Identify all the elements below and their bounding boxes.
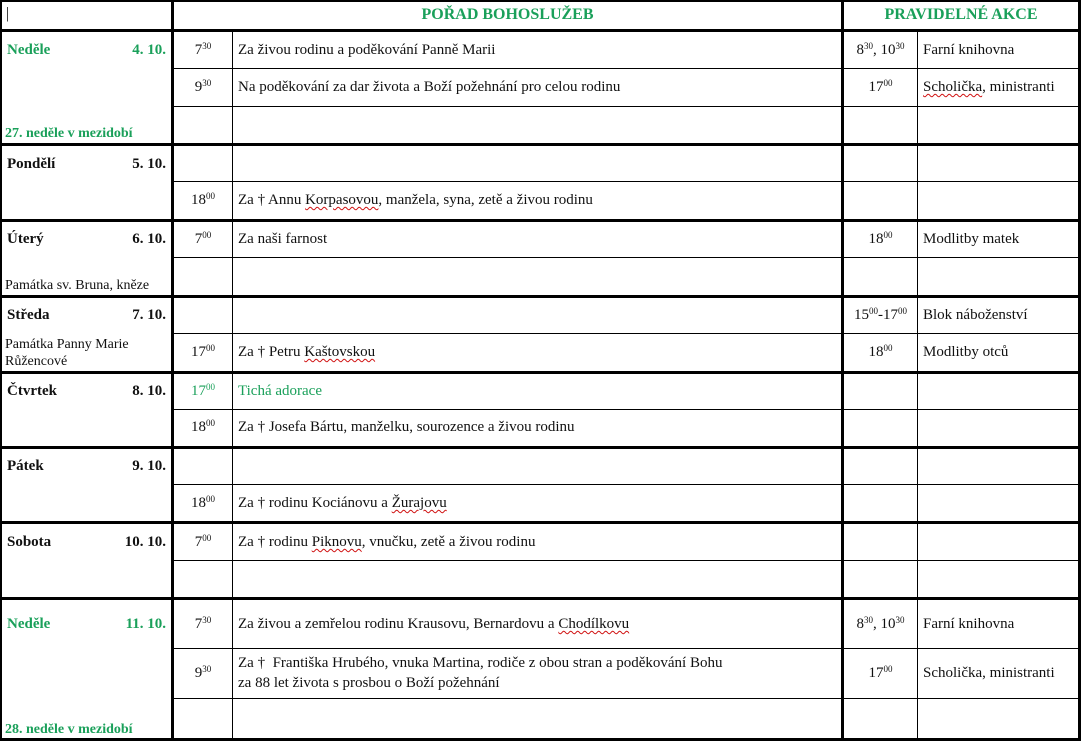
event-label: Scholička, ministranti: [923, 665, 1055, 681]
event-time: $17^{00}$: [868, 78, 893, 95]
row-divider: [172, 106, 1081, 107]
row-divider: [172, 648, 1081, 649]
day-divider: [0, 219, 1081, 222]
row-divider: [172, 409, 1081, 410]
spellcheck-word: Scholička: [923, 79, 983, 95]
day-date: 9. 10.: [132, 458, 166, 474]
event-label: Farní knihovna: [923, 616, 1015, 632]
services-title: POŘAD BOHOSLUŽEB: [421, 6, 594, 23]
events-title: PRAVIDELNÉ AKCE: [884, 6, 1038, 23]
service-time: $18^{00}$: [191, 418, 215, 435]
text-cursor-marker: |: [6, 5, 10, 22]
day-name: Sobota: [7, 534, 52, 550]
row-divider: [172, 68, 1081, 69]
service-time: $9^{30}$: [194, 78, 212, 95]
spellcheck-word: Piknovu: [311, 534, 362, 550]
day-name: Úterý: [7, 231, 44, 247]
column-divider-time: [232, 31, 233, 741]
day-date: 6. 10.: [132, 231, 166, 247]
row-divider: [172, 698, 1081, 699]
service-intention: Tichá adorace: [238, 383, 322, 399]
day-date: 4. 10.: [132, 42, 166, 58]
service-intention: Za † Josefa Bártu, manželku, sourozence a živou rodinu: [238, 419, 575, 435]
service-time: $17^{00}$: [191, 382, 215, 399]
day-note: Památka Panny Marie Růžencové: [5, 337, 129, 369]
day-date: 5. 10.: [132, 156, 166, 172]
day-name: Pátek: [7, 458, 44, 474]
event-label: Modlitby matek: [923, 231, 1020, 247]
day-note: 27. neděle v mezidobí: [5, 126, 133, 141]
day-name: Neděle: [7, 616, 51, 632]
day-divider: [0, 446, 1081, 449]
day-date: 11. 10.: [125, 616, 166, 632]
day-note: 28. neděle v mezidobí: [5, 722, 133, 737]
row-divider: [172, 181, 1081, 182]
day-divider: [0, 295, 1081, 298]
spellcheck-word: Žurajovu: [391, 495, 447, 511]
row-divider: [172, 333, 1081, 334]
event-label: Scholička, ministranti: [923, 79, 1055, 95]
service-time: $9^{30}$: [194, 664, 212, 681]
event-label: Farní knihovna: [923, 42, 1015, 58]
service-intention: Za † rodinu Kociánovu a Žurajovu: [238, 495, 447, 511]
service-intention: Na poděkování za dar života a Boží požehnání pro celou rodinu: [238, 79, 621, 95]
spellcheck-word: Kaštovskou: [304, 344, 376, 360]
day-divider: [0, 597, 1081, 600]
service-intention: Za živou a zemřelou rodinu Krausovu, Bernardovu a Chodílkovu: [238, 616, 630, 632]
service-intention: Za † Petru Kaštovskou: [238, 344, 376, 360]
service-intention: Za † rodinu Piknovu, vnučku, zetě a živou rodinu: [238, 534, 536, 550]
event-time: $15^{00}-17^{00}$: [854, 306, 907, 323]
header-divider: [0, 29, 1081, 32]
event-time: $8^{30}$, $10^{30}$: [856, 615, 905, 632]
row-divider: [172, 484, 1081, 485]
day-divider: [0, 371, 1081, 374]
column-divider-event-time: [917, 31, 918, 741]
event-label: Blok náboženství: [923, 307, 1028, 323]
row-divider: [172, 257, 1081, 258]
service-time: $7^{30}$: [194, 615, 212, 632]
day-divider: [0, 521, 1081, 524]
event-label: Modlitby otců: [923, 344, 1009, 360]
service-intention: Za živou rodinu a poděkování Panně Marii: [238, 42, 496, 58]
day-name: Pondělí: [7, 156, 56, 172]
service-intention-line2: za 88 let života s prosbou o Boží požehnání: [238, 675, 500, 691]
service-time: $18^{00}$: [191, 191, 215, 208]
day-name: Čtvrtek: [7, 383, 57, 399]
service-time: $17^{00}$: [191, 343, 215, 360]
day-note: Památka sv. Bruna, kněze: [5, 278, 150, 293]
service-intention: Za † Annu Korpasovou, manžela, syna, zetě a živou rodinu: [238, 192, 593, 208]
spellcheck-word: Chodílkovu: [558, 616, 630, 632]
service-intention: Za naši farnost: [238, 231, 328, 247]
event-time: $18^{00}$: [868, 343, 893, 360]
service-time: $18^{00}$: [191, 494, 215, 511]
service-time: $7^{30}$: [194, 41, 212, 58]
day-divider: [0, 143, 1081, 146]
event-time: $17^{00}$: [868, 664, 893, 681]
row-divider: [172, 560, 1081, 561]
event-time: $8^{30}$, $10^{30}$: [856, 41, 905, 58]
day-date: 10. 10.: [124, 534, 166, 550]
spellcheck-word: Korpasovou: [305, 192, 379, 208]
table-border-top: [0, 0, 1081, 2]
day-name: Neděle: [7, 42, 51, 58]
day-date: 7. 10.: [132, 307, 166, 323]
service-time: $7^{00}$: [194, 230, 212, 247]
event-time: $18^{00}$: [868, 230, 893, 247]
service-intention-line1: Za † Františka Hrubého, vnuka Martina, rodiče z obou stran a poděkování Bohu: [238, 655, 723, 671]
day-date: 8. 10.: [132, 383, 166, 399]
service-time: $7^{00}$: [194, 533, 212, 550]
day-name: Středa: [7, 307, 50, 323]
